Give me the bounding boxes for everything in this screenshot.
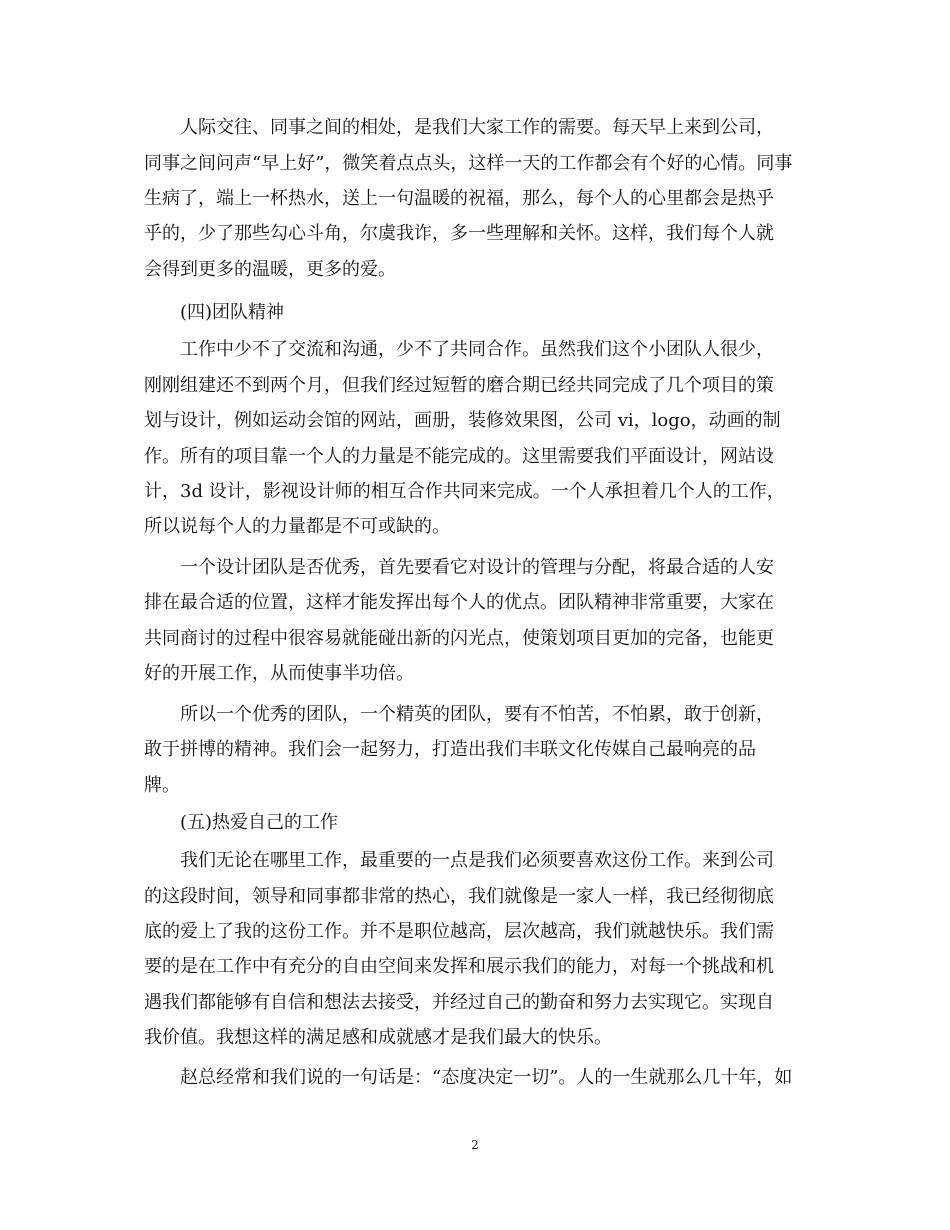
paragraph-line: 工作中少不了交流和沟通，少不了共同合作。虽然我们这个小团队人很少， xyxy=(180,339,774,360)
paragraph-line: 一个设计团队是否优秀，首先要看它对设计的管理与分配，将最合适的人安 xyxy=(180,557,774,578)
page-number: 2 xyxy=(471,1138,479,1152)
paragraph-line: 要的是在工作中有充分的自由空间来发挥和展示我们的能力，对每一个挑战和机 xyxy=(144,956,774,977)
paragraph-line: 遇我们都能够有自信和想法去接受，并经过自己的勤奋和努力去实现它。实现自 xyxy=(144,992,774,1013)
paragraph-line: 人际交往、同事之间的相处，是我们大家工作的需要。每天早上来到公司， xyxy=(180,117,774,138)
paragraph-line: 牌。 xyxy=(144,775,180,796)
paragraph-line: 好的开展工作，从而使事半功倍。 xyxy=(144,663,414,684)
paragraph-line: 底的爱上了我的这份工作。并不是职位越高，层次越高，我们就越快乐。我们需 xyxy=(144,921,774,942)
paragraph-line: 排在最合适的位置，这样才能发挥出每个人的优点。团队精神非常重要，大家在 xyxy=(144,592,774,613)
section-heading: (五)热爱自己的工作 xyxy=(180,812,339,833)
paragraph-line: 生病了，端上一杯热水，送上一句温暖的祝福，那么，每个人的心里都会是热乎 xyxy=(144,188,774,209)
paragraph-line: 同事之间问声“早上好”，微笑着点点头，这样一天的工作都会有个好的心情。同事 xyxy=(144,153,793,174)
paragraph-line: 的这段时间，领导和同事都非常的热心，我们就像是一家人一样，我已经彻彻底 xyxy=(144,886,774,907)
paragraph-line: 共同商讨的过程中很容易就能碰出新的闪光点，使策划项目更加的完备，也能更 xyxy=(144,628,774,649)
paragraph-line: 刚刚组建还不到两个月，但我们经过短暂的磨合期已经共同完成了几个项目的策 xyxy=(144,375,774,396)
paragraph-line: 我价值。我想这样的满足感和成就感才是我们最大的快乐。 xyxy=(144,1027,612,1048)
paragraph-line: 会得到更多的温暖，更多的爱。 xyxy=(144,259,396,280)
paragraph-line: 划与设计，例如运动会馆的网站，画册，装修效果图，公司 vi，logo，动画的制 xyxy=(144,410,781,431)
paragraph-line: 计，3d 设计，影视设计师的相互合作共同来完成。一个人承担着几个人的工作， xyxy=(144,481,785,502)
paragraph-line: 乎的，少了那些勾心斗角，尔虞我诈，多一些理解和关怀。这样，我们每个人就 xyxy=(144,223,774,244)
paragraph-line: 作。所有的项目靠一个人的力量是不能完成的。这里需要我们平面设计，网站设 xyxy=(144,446,774,467)
paragraph-line: 敢于拼博的精神。我们会一起努力，打造出我们丰联文化传媒自己最响亮的品 xyxy=(144,739,756,760)
paragraph-line: 所以一个优秀的团队，一个精英的团队，要有不怕苦，不怕累，敢于创新， xyxy=(180,704,774,725)
paragraph-line: 所以说每个人的力量都是不可或缺的。 xyxy=(144,516,450,537)
paragraph-line: 我们无论在哪里工作，最重要的一点是我们必须要喜欢这份工作。来到公司 xyxy=(180,850,774,871)
paragraph-line: 赵总经常和我们说的一句话是：“态度决定一切”。人的一生就那么几十年，如 xyxy=(180,1067,793,1088)
section-heading: (四)团队精神 xyxy=(180,302,285,323)
